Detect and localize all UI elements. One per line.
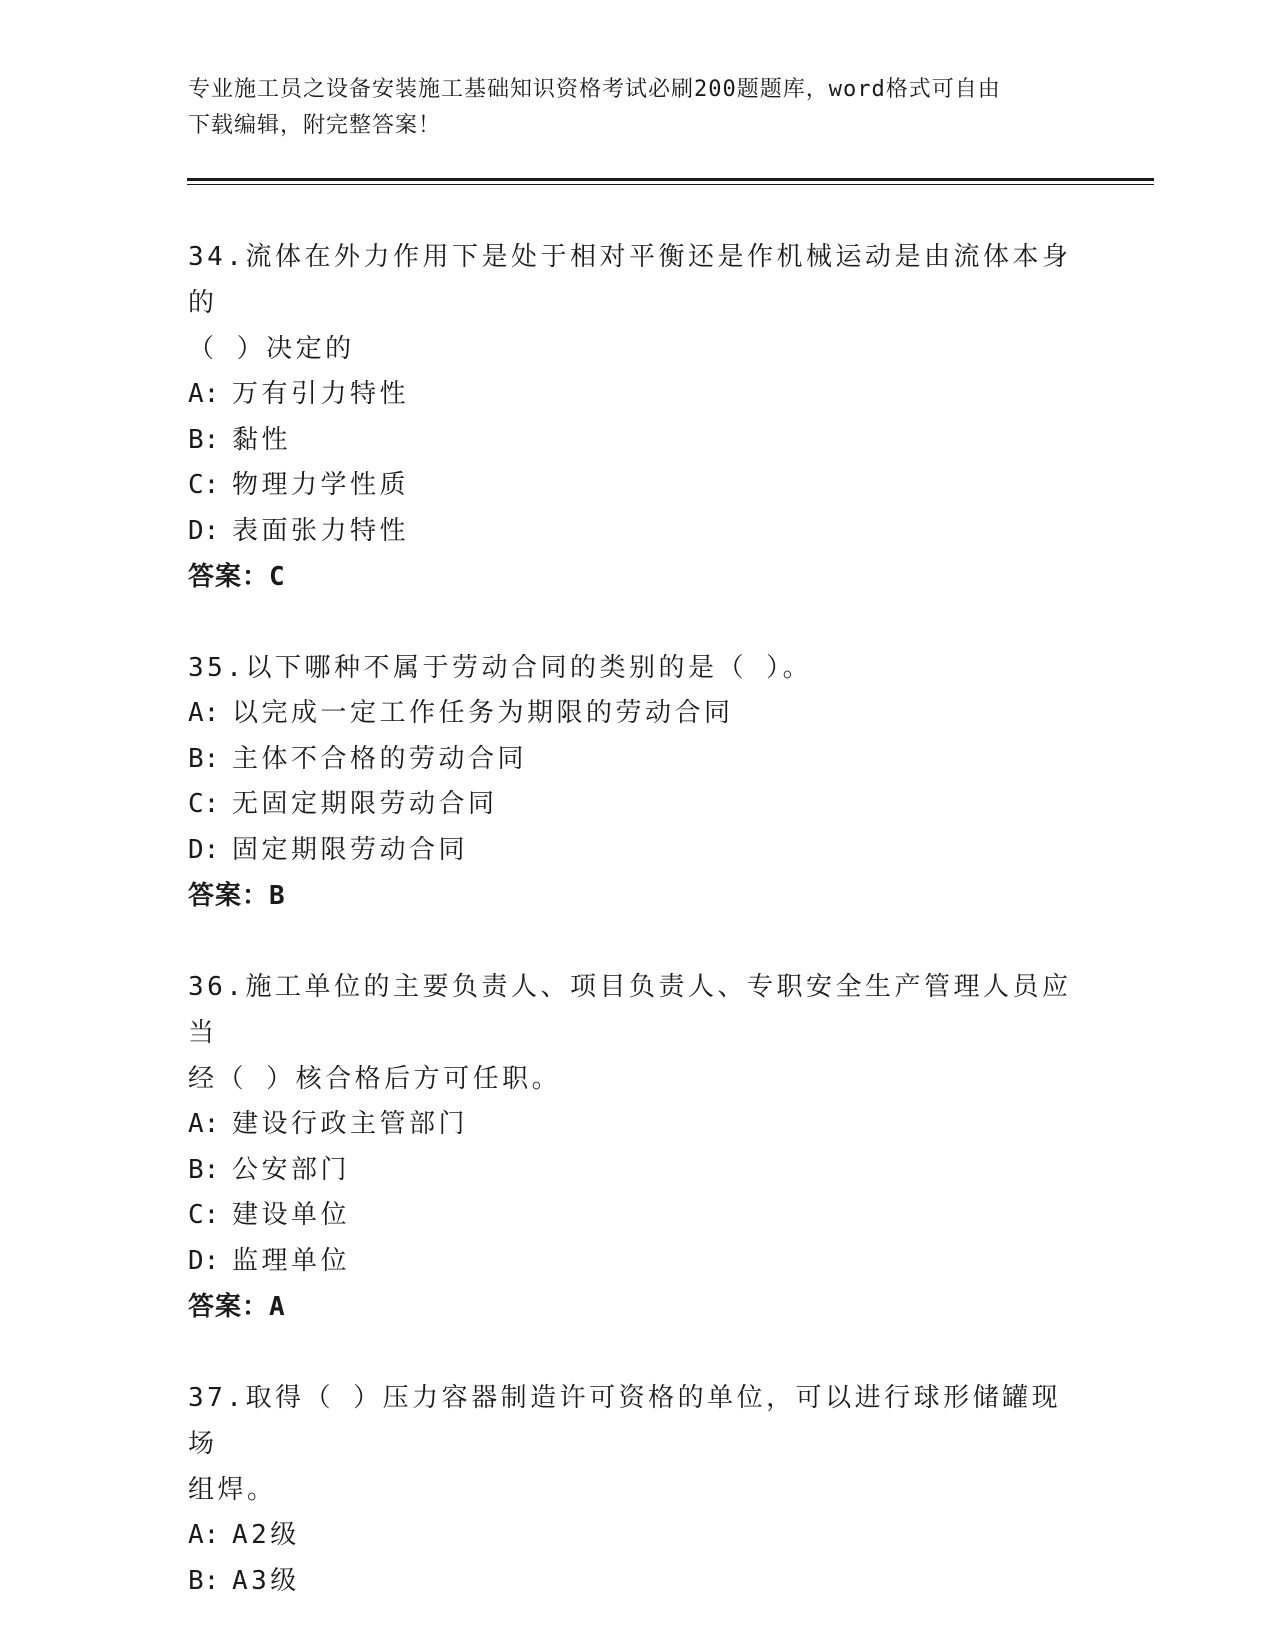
option-a: [188, 372, 1088, 418]
question-stem-line: （ ）决定的: [188, 334, 355, 364]
option-c: [188, 1193, 1088, 1239]
question-stem: [188, 645, 1088, 691]
option-d: [188, 509, 1088, 555]
option-b: [188, 737, 1088, 783]
option-text: 万有引力特性: [232, 379, 410, 409]
option-text: A3级: [232, 1565, 300, 1596]
option-label: B:: [188, 1154, 220, 1185]
question-stem: [188, 964, 1088, 1102]
question-36: [188, 964, 1088, 1330]
option-text: 无固定期限劳动合同: [232, 789, 498, 819]
option-label: C:: [188, 470, 220, 500]
option-text: 建设行政主管部门: [232, 1109, 469, 1139]
option-text: 黏性: [232, 424, 292, 455]
option-label: C:: [188, 1200, 220, 1230]
option-d: [188, 828, 1088, 874]
document-header: [188, 72, 1088, 144]
option-d: [188, 1239, 1088, 1285]
question-stem-line: 34.流体在外力作用下是处于相对平衡还是作机械运动是由流体本身的: [188, 242, 1072, 318]
option-b: [188, 1559, 1088, 1605]
header-divider-thin: [187, 184, 1154, 185]
option-label: A:: [188, 1520, 220, 1550]
question-stem: [188, 1375, 1088, 1513]
option-a: [188, 691, 1088, 737]
option-c: [188, 463, 1088, 509]
answer-text: 答案：B: [188, 881, 286, 911]
option-label: B:: [188, 743, 220, 774]
question-stem-line: 经（ ）核合格后方可任职。: [188, 1064, 562, 1094]
option-text: 公安部门: [232, 1154, 351, 1185]
option-b: [188, 1148, 1088, 1194]
option-label: A:: [188, 1109, 220, 1139]
option-text: 监理单位: [232, 1245, 351, 1276]
question-stem-line: 37.取得（ ）压力容器制造许可资格的单位，可以进行球形储罐现场: [188, 1383, 1062, 1459]
question-37: [188, 1375, 1088, 1604]
option-b: [188, 418, 1088, 464]
option-text: 固定期限劳动合同: [232, 834, 469, 865]
option-label: C:: [188, 789, 220, 819]
question-stem-line: 35.以下哪种不属于劳动合同的类别的是（ ）。: [188, 653, 813, 683]
header-divider-thick: [187, 178, 1154, 181]
option-a: [188, 1513, 1088, 1559]
option-text: A2级: [232, 1520, 300, 1550]
option-c: [188, 782, 1088, 828]
option-label: A:: [188, 379, 220, 409]
option-label: D:: [188, 834, 220, 865]
header-line-2: 下载编辑，附完整答案！: [188, 113, 442, 138]
question-35: [188, 645, 1088, 919]
option-text: 主体不合格的劳动合同: [232, 743, 528, 774]
option-text: 建设单位: [232, 1200, 351, 1230]
question-34: [188, 234, 1088, 600]
question-stem: [188, 234, 1088, 372]
option-label: A:: [188, 698, 220, 728]
answer-text: 答案：C: [188, 562, 286, 592]
answer-text: 答案：A: [188, 1292, 286, 1322]
option-text: 以完成一定工作任务为期限的劳动合同: [232, 698, 734, 728]
option-label: D:: [188, 515, 220, 546]
option-a: [188, 1102, 1088, 1148]
option-text: 表面张力特性: [232, 515, 410, 546]
question-stem-line: 组焊。: [188, 1475, 277, 1505]
header-line-1: 专业施工员之设备安装施工基础知识资格考试必刷200题题库，word格式可自由: [188, 77, 1001, 102]
option-text: 物理力学性质: [232, 470, 410, 500]
option-label: B:: [188, 424, 220, 455]
question-stem-line: 36.施工单位的主要负责人、项目负责人、专职安全生产管理人员应当: [188, 972, 1072, 1048]
option-label: B:: [188, 1565, 220, 1596]
question-list: [188, 234, 1088, 1649]
option-label: D:: [188, 1245, 220, 1276]
